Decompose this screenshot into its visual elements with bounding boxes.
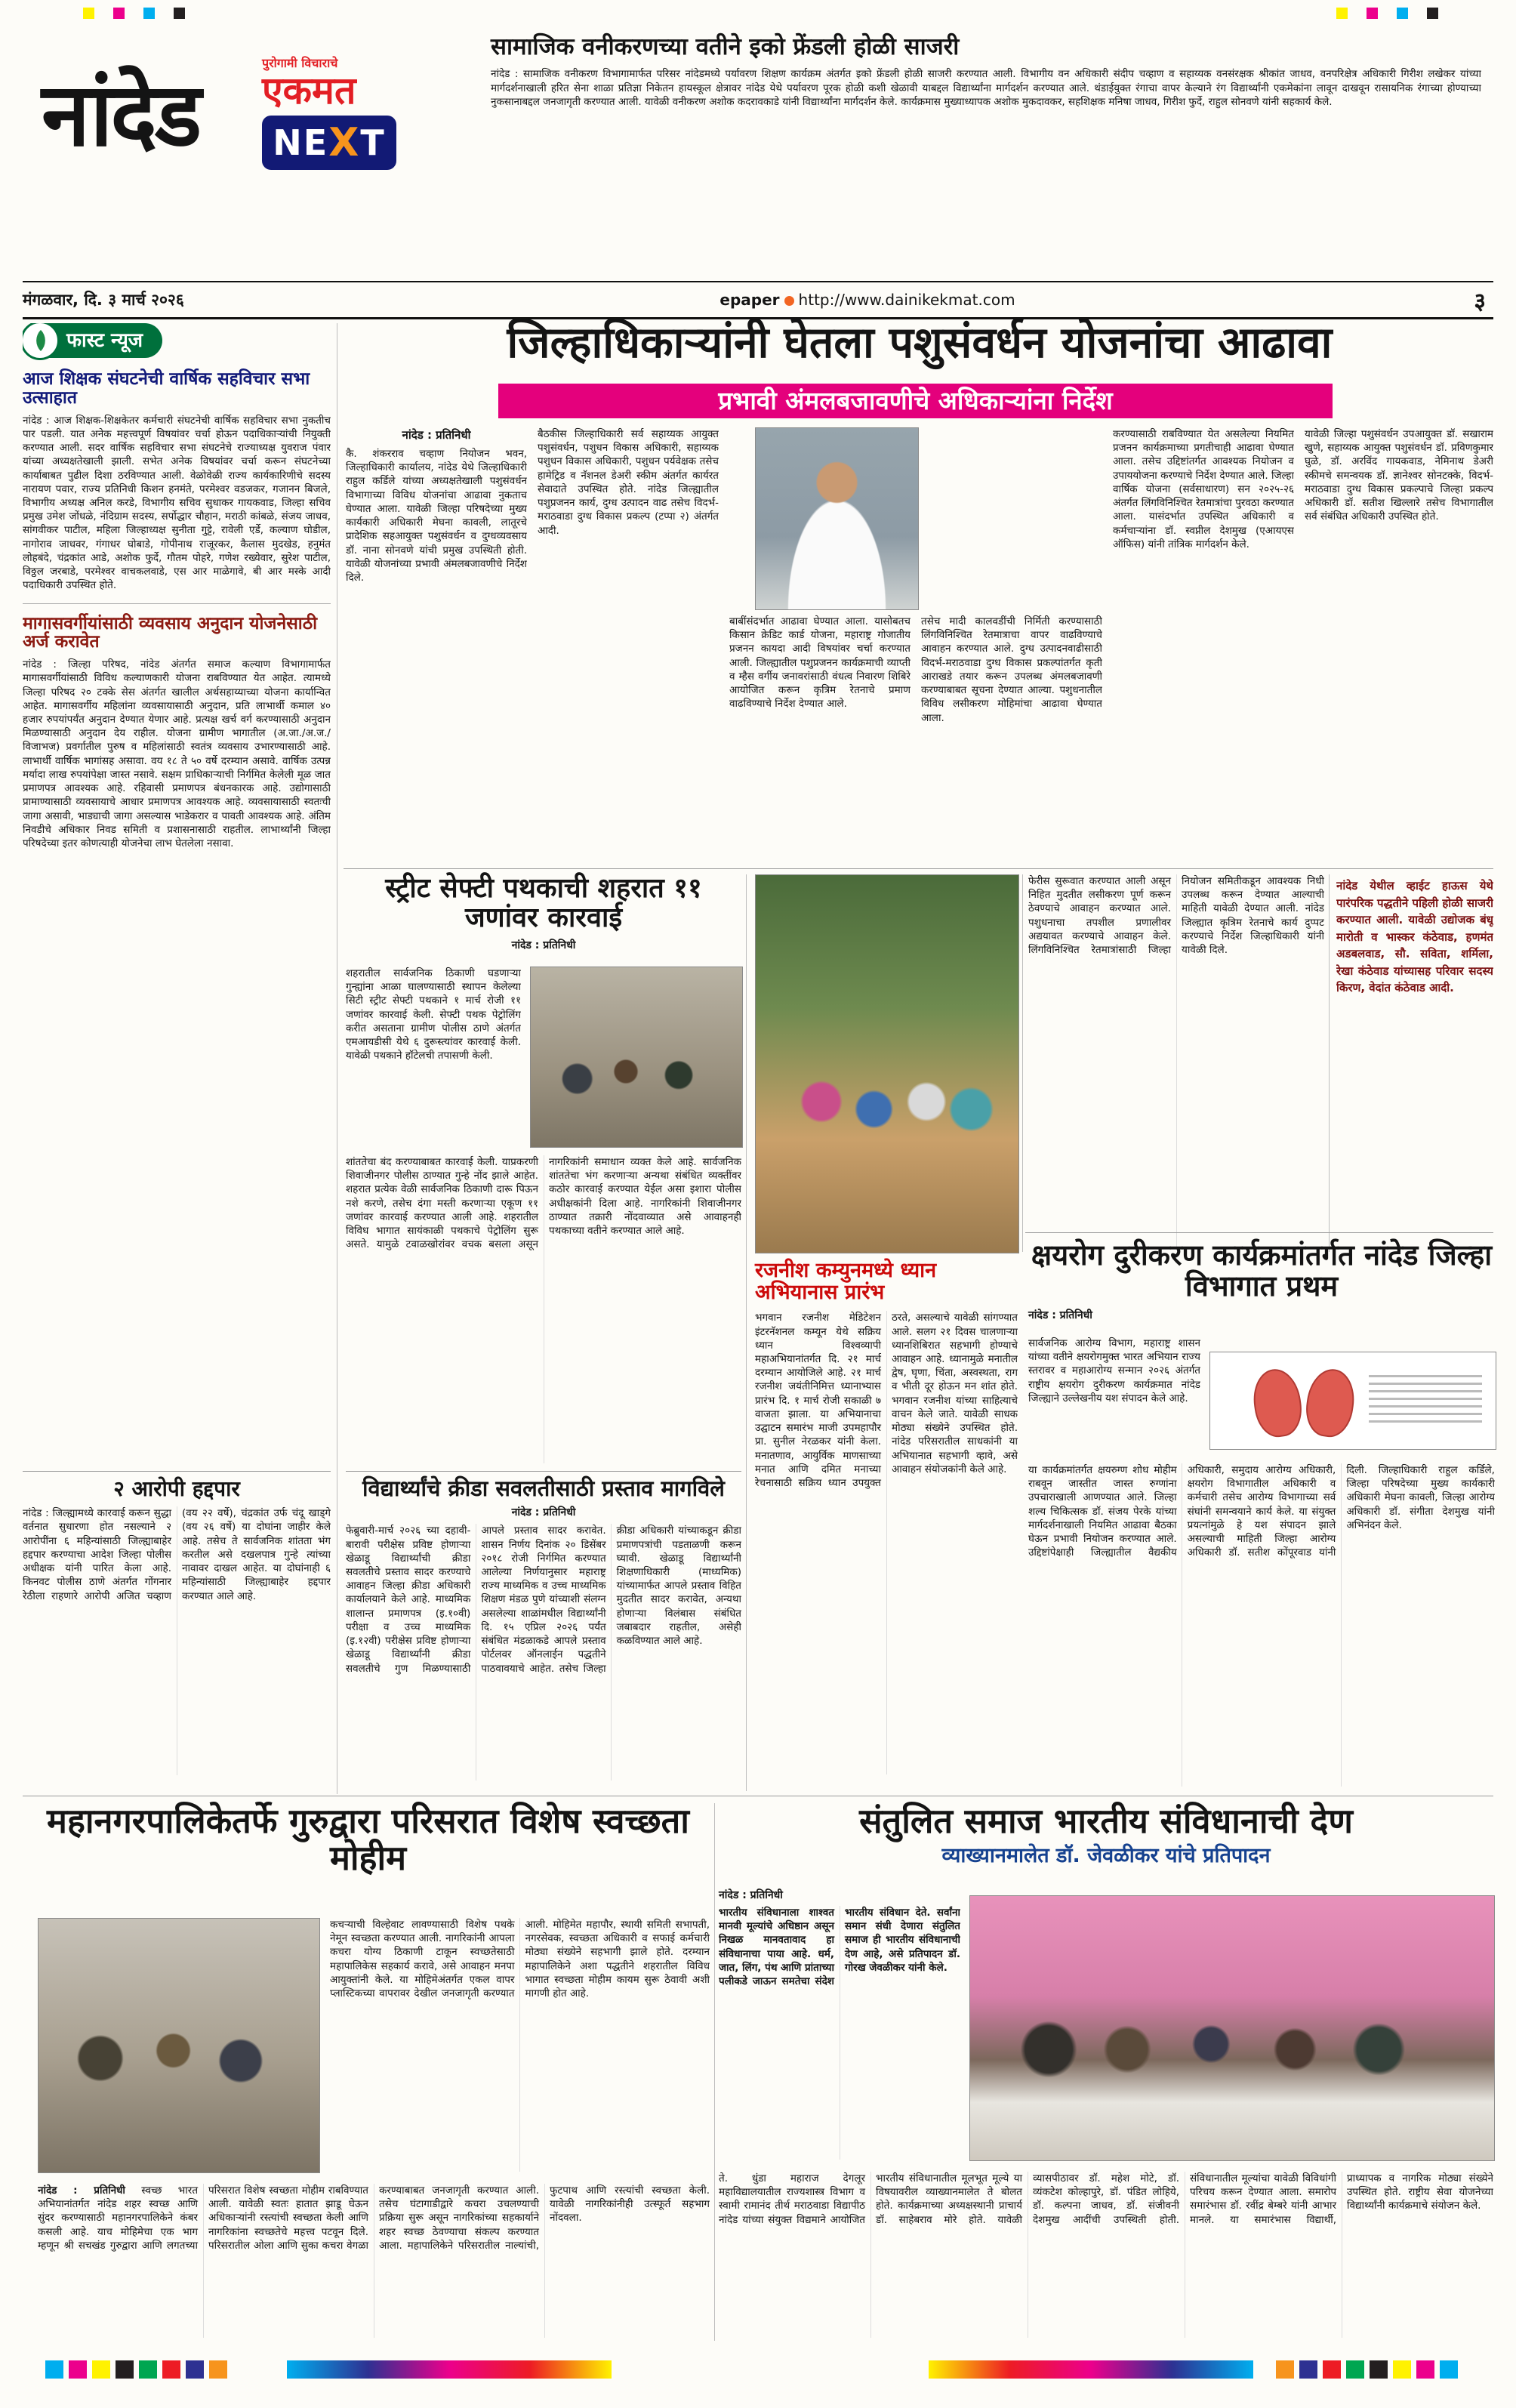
constitution-body: ते. धुंडा महाराज देगलूर महाविद्यालयातील राज्यशास्त्र विभाग व स्वामी रामानंद तीर्थ मराठवाडा विद्यापीठ नांदेड यांच्या संयुक्त विद्यमाने आयोजित भारतीय संविधानातील मूलभूत मूल्ये या विषयावरील व्याख्यानमालेत ते बोलत होते. कार्यक्रमाच्या अध्यक्षस्थानी प्राचार्य डॉ. साहेबराव मोरे होते. यावेळी व्यासपीठावर डॉ. महेश मोटे, डॉ. व्यंकटेश कोल्हापुरे, डॉ. पंडित लोहिये, डॉ. कल्पना जाधव, डॉ. संजीवनी देशमुख आदींची उपस्थिती होती. संविधानातील मूल्यांचा यावेळी विविधांगी परिचय करून देण्यात आला. समारोप समारंभास डॉ. रवींद्र बेम्बरे यांनी आभार मानले. या समारंभास विद्यार्थी, प्राध्यापक व नागरिक मोठ्या संख्येने उपस्थित होते. राष्ट्रीय सेवा योजनेच्या विद्यार्थ्यांनी कार्यक्रमाचे संयोजन केले.	[719, 2172, 1493, 2226]
lead-col5: करण्यासाठी राबविण्यात येत असलेल्या नियमित प्रजनन कार्यक्रमाच्या प्रगतीचाही आढावा घेण्यात आला. तसेच उद्दिष्टांतर्गत आवश्यक नियोजन व उपाययोजना करण्याचे निर्देश देण्यात आले. जिल्हा वार्षिक योजना (सर्वसाधारण) सन २०२५-२६ अंतर्गत लिंगविनिश्चित रेतमात्रांचा पुरवठा करण्यात आला. यासंदर्भात उपस्थित अधिकारी व कर्मचाऱ्यांना डॉ. स्वप्नील देशमुख (एआयएस ऑफिस) यांनी तांत्रिक मार्गदर्शन केले.	[1113, 428, 1294, 550]
tb-headline: क्षयरोग दुरीकरण कार्यक्रमांतर्गत नांदेड जिल्हा विभागात प्रथम	[1031, 1238, 1493, 1303]
registration-mark	[143, 8, 155, 19]
leaf-shape	[30, 330, 51, 351]
top-article-headline: सामाजिक वनीकरणच्या वतीने इको फ्रेंडली होळी साजरी	[491, 33, 960, 60]
epaper-icon	[784, 296, 794, 306]
constitution-dateline: नांदेड : प्रतिनिधी	[719, 1889, 783, 1901]
lead-kicker-banner: प्रभावी अंमलबजावणीचे अधिकाऱ्यांना निर्देश	[498, 384, 1333, 418]
municipal-headline: महानगरपालिकेतर्फे गुरुद्वारा परिसरात विशेष स्वच्छता मोहीम	[47, 1801, 689, 1878]
next-letter-x: X	[328, 119, 361, 165]
color-patch	[1416, 2360, 1434, 2379]
sports-headline: विद्यार्थ्यांचे क्रीडा सवलतीसाठी प्रस्ताव मागविले	[362, 1475, 725, 1501]
masthead-brand-block	[262, 54, 398, 170]
municipal-body-block	[38, 2184, 710, 2338]
lead-more: फेरीस सुरूवात करण्यात आली असून निहित मुदतीत लसीकरण पूर्ण करून ठेवण्याचे आवाहन करण्यात आले. पशुधनाचा तपशील प्रणालीवर अद्ययावत करण्याचे आवाहन केले. लिंगविनिश्चित रेतमात्रांसाठी जिल्हा नियोजन समितीकडून आवश्यक निधी उपलब्ध करून देण्यात आल्याची माहिती यावेळी देण्यात आली. नांदेड जिल्ह्यात कृत्रिम रेतनाचे कार्य दुप्पट करण्याचे निर्देश जिल्हाधिकारी यांनी यावेळी दिले.	[1028, 875, 1324, 957]
top-article-body: नांदेड : सामाजिक वनीकरण विभागामार्फत परिसर नांदेडमध्ये पर्यावरण शिक्षण कार्यक्रम अंतर्गत इको फ्रेंडली होळी साजरी करण्यात आली. विभागीय वन अधिकारी संदीप चव्हाण व सहाय्यक वनसंरक्षक श्रीकांत जाधव, वनपरिक्षेत्र अधिकारी गिरीश लखेकर यांच्या मार्गदर्शनाखाली हरित सेना शाळा प्रतिज्ञा निकेतन हायस्कूल क्षेत्रावर नांदेड येथे पर्यावरण पूरक होळी कशी खेळावी याबद्दल विद्यार्थ्यांना मार्गदर्शन करण्यात आले. थंडाईयुक्त रंगाचा वापर केल्याने रंग विद्यार्थ्यांनी एकमेकांना लावून दाखवून रासायनिक रंगाच्या होण्याच्या नुकसानाबद्दल जनजागृती करण्यात आली. यावेळी वनीकरण अशोक कदरावकाडे यांनी विद्यार्थ्यांना मार्गदर्शन केले. कार्यक्रमास मुख्याध्यापक अशोक मुकदावकर, सहशिक्षक मनिषा जाधव, गिरीश फुर्दे, राहुल सोनवणे यांनी सहकार्य केले.	[491, 68, 1481, 108]
color-gradient-bar	[929, 2360, 1253, 2379]
color-patch	[1370, 2360, 1388, 2379]
photo-district-collector	[755, 427, 919, 610]
registration-mark	[83, 8, 94, 19]
lead-col4: तसेच मादी कालवडींची निर्मिती करण्यासाठी लिंगविनिश्चित रेतमात्राचा वापर वाढविण्याचे आवाहन करण्यात आले. दुग्ध उत्पादनवाढीसाठी विदर्भ-मराठवाडा दुग्ध विकास प्रकल्पांतर्गत कृती आराखडे तयार करून उपलब्ध अंमलबजावणी करण्याबाबत सूचना देण्यात आल्या. पशुधनातील विविध लसीकरण मोहिमांचा आढावा घेण्यात आला.	[921, 615, 1102, 724]
fastnews-article1-headline: आज शिक्षक संघटनेची वार्षिक सहविचार सभा उत्साहात	[23, 369, 310, 408]
registration-mark	[113, 8, 125, 19]
fast-news-header	[23, 323, 162, 358]
registration-mark	[1427, 8, 1438, 19]
registration-mark	[174, 8, 185, 19]
divider	[344, 868, 1493, 869]
haddpar-headline: २ आरोपी हद्दपार	[113, 1476, 240, 1501]
divider	[346, 1471, 741, 1472]
municipal-article	[26, 1803, 710, 2344]
lead-dateline: नांदेड : प्रतिनिधी	[402, 428, 471, 442]
municipal-body: स्वच्छ भारत अभियानांतर्गत नांदेड शहर स्वच्छ आणि सुंदर करण्यासाठी महानगरपालिकेने कंबर कसली आहे. याच मोहिमेचा एक भाग म्हणून श्री सचखंड गुरुद्वारा आणि लगतच्या परिसरात विशेष स्वच्छता मोहीम राबविण्यात आली. यावेळी स्वतः हातात झाडू घेऊन अधिकाऱ्यांनी रस्त्यांची स्वच्छता केली आणि नागरिकांना स्वच्छतेचे महत्त्व पटवून दिले. परिसरातील ओला आणि सुका कचरा वेगळा करण्याबाबत जनजागृती करण्यात आली. तसेच घंटागाडीद्वारे कचरा उचलण्याची प्रक्रिया सुरू असून नागरिकांच्या सहकार्याने शहर स्वच्छ ठेवण्याचा संकल्प करण्यात आला. महापालिकेने परिसरातील नाल्यांची, फुटपाथ आणि रस्त्यांची स्वच्छता केली. यावेळी नागरिकांनीही उत्स्फूर्त सहभाग नोंदवला.	[38, 2184, 710, 2252]
page-number: ३	[1474, 288, 1486, 315]
lead-headline: जिल्हाधिकाऱ्यांनी घेतला पशुसंवर्धन योजनांचा आढावा	[507, 318, 1333, 368]
masthead	[42, 54, 386, 198]
tb-article	[1028, 1240, 1495, 1790]
haddpar-article	[23, 1471, 331, 1798]
epaper-line	[340, 291, 1395, 309]
sports-article	[346, 1477, 741, 1790]
top-article	[491, 35, 1481, 276]
registration-mark	[1397, 8, 1408, 19]
tb-col1: सार्वजनिक आरोग्य विभाग, महाराष्ट्र शासन यांच्या वतीने क्षयरोगमुक्त भारत अभियान राज्य स्तरावर व महाआरोग्य सन्मान २०२६ अंतर्गत राष्ट्रीय क्षयरोग दुरीकरण कार्यक्रमात नांदेड जिल्ह्याने उल्लेखनीय यश संपादन केले आहे.	[1028, 1337, 1200, 1404]
color-patch	[162, 2360, 180, 2379]
color-gradient-bar	[287, 2360, 612, 2379]
divider	[23, 603, 331, 604]
next-letter-e: E	[303, 122, 329, 163]
masthead-title: नांदेड	[42, 64, 200, 166]
color-patch	[139, 2360, 157, 2379]
street-body: शांततेचा बंद करण्याबाबत कारवाई केली. याप्रकरणी शिवाजीनगर पोलीस ठाण्यात गुन्हे नोंद झाले आहेत. शहरात प्रत्येक वेळी सार्वजनिक ठिकाणी दारू पिऊन नशे करणे, तसेच दंगा मस्ती करणाऱ्या एकूण ११ जणांवर कारवाई करण्यात आली आहे. शहरातील विविध भागात सायंकाळी पथकाचे पेट्रोलिंग सुरू असते. यामुळे टवाळखोरांवर वचक बसला असून नागरिकांनी समाधान व्यक्त केले आहे. सार्वजनिक शांततेचा भंग करणाऱ्या अन्यथा संबंधित व्यक्तींवर कठोर कारवाई करण्यात येईल असा इशारा पोलीस अधीक्षकांनी दिला आहे. नागरिकांनी शिवाजीनगर ठाण्यात तक्रारी नोंदवाव्यात असे आवाहनही पथकाच्या वतीने करण्यात आले आहे.	[346, 1156, 741, 1251]
holi-photo-caption: नांदेड येथील व्हाईट हाऊस येथे पारंपरिक पद्धतीने पहिली होळी साजरी करण्यात आली. यावेळी उद्योजक बंधू मारोती व भास्कर कंठेवाड, हणमंत अडबलवाड, सौ. सविता, शर्मिला, रेखा कंठेवाड यांच्यासह परिवार सदस्य किरण, वेदांत कंठेवाड आदी.	[1336, 879, 1493, 994]
epaper-url[interactable]: http://www.dainikekmat.com	[798, 291, 1015, 309]
fast-news-sidebar	[23, 323, 331, 1465]
color-patch	[1276, 2360, 1294, 2379]
registration-mark	[1367, 8, 1378, 19]
divider	[1329, 874, 1330, 1252]
divider	[1025, 1232, 1493, 1233]
photo-tb-lungs-diagram	[1209, 1352, 1496, 1450]
lead-col2: बैठकीस जिल्हाधिकारी सर्व सहाय्यक आयुक्त पशुसंवर्धन, पशुधन विकास अधिकारी, सहाय्यक पशुधन विकास अधिकारी, पशुधन पर्यवेक्षक तसेच हामेट्रिड व नॅशनल डेअरी स्कीम अंतर्गत कार्यरत सेवादाते उपस्थित होते. नांदेड जिल्ह्यातील पशुप्रजनन कार्य, दुग्ध उत्पादन वाढ तसेच विदर्भ-मराठवाडा दुग्ध विकास प्रकल्प (टप्पा २) अंतर्गत आदी.	[538, 428, 719, 537]
fastnews-article2-headline: मागासवर्गीयांसाठी व्यवसाय अनुदान योजनेसाठी अर्ज करावेत	[23, 613, 318, 652]
epaper-label: epaper	[719, 291, 780, 309]
rajneesh-article	[755, 1259, 1018, 1790]
rajneesh-body: भगवान रजनीश मेडिटेशन इंटरनॅशनल कम्यून येथे सक्रिय ध्यान विश्वव्यापी महाअभियानांतर्गत दि. २१ मार्च दरम्यान आयोजिले आहे. २१ मार्च रजनीश जयंतीनिमित्त ध्यानाभ्यास प्रारंभ दि. १ मार्च रोजी सकाळी ७ वाजता झाला. या अभियानाचा उद्घाटन समारंभ माजी उपमहापौर प्रा. सुनील नेरळकर यांनी केला. मनातणाव, आयुर्विक माणसाच्या मनात आणि दमित मनाच्या रेचनासाठी सक्रिय ध्यान उपयुक्त ठरते, असल्याचे यावेळी सांगण्यात आले. सलग २१ दिवस चालणाऱ्या ध्यानशिबिरात सहभागी होण्याचे आवाहन आहे. ध्यानामुळे मनातील द्वेष, घृणा, चिंता, अस्वस्थता, राग व भीती दूर होऊन मन शांत होते. भगवान रजनीश यांच्या साहित्याचे वाचन केले जाते. यावेळी साधक मोठ्या संख्येने उपस्थित होते. नांदेड परिसरातील साधकांनी या अभियानात सहभागी व्हावे, असे आवाहन संयोजकांनी केले आहे.	[755, 1312, 1018, 1489]
color-bar-left	[45, 2360, 233, 2379]
street-dateline: नांदेड : प्रतिनिधी	[511, 939, 576, 951]
sports-dateline: नांदेड : प्रतिनिधी	[511, 1506, 576, 1519]
color-patch	[186, 2360, 204, 2379]
fastnews-article2-body: नांदेड : जिल्हा परिषद, नांदेड अंतर्गत समाज कल्याण विभागामार्फत मागासवर्गीयांसाठी विविध कल्याणकारी योजना राबविण्यात येत आहेत. त्यामध्ये जिल्हा परिषद २० टक्के सेस अंतर्गत खालील अर्थसहाय्याच्या योजना कार्यान्वित आहेत. मागासवर्गीय महिलांना व्यवसायासाठी अनुदान, प्रति लाभार्थी कमाल ४० हजार रुपयांपर्यंत अनुदान देण्यात येणार आहे. प्रत्यक्ष खर्च वर्ग करण्यासाठी अनुदान मिळण्यासाठी अनुदान देय राहील. योजना ग्रामीण भागातील (अ.जा./अ.ज./विजाभज) प्रवर्गातील पुरुष व महिलांसाठी स्वतंत्र व्यवसाय उभारण्यासाठी आहे. लाभार्थी वार्षिक भागांसह असावा. वय १८ ते ५० वर्षे दरम्यान असावे. वार्षिक उत्पन्न मर्यादा लाख रुपयांपेक्षा जास्त नसावे. सक्षम प्राधिकाऱ्याची निर्गमित केलेली मूळ जात प्रमाणपत्र आवश्यक आहे. रहिवासी प्रमाणपत्र बंधनकारक आहे. उद्योगासाठी प्रामाण्यासाठी व्यवसायाचे आधार प्रमाणपत्र आवश्यक आहे. व्यवसायासाठी स्वतःची जागा असावी, भाड्याची जागा असल्यास भाडेकरार व पावती आवश्यक आहे. अंतिम निवडीचे अधिकार निवड समिती व प्रशासनासाठी राहतील. लाभार्थ्यांनी जिल्हा परिषदेच्या इतर कोणत्याही योजनेचा लाभ घेतलेला नसावा.	[23, 658, 331, 849]
photo-holi-celebration	[755, 874, 1019, 1253]
tb-body: या कार्यक्रमांतर्गत क्षयरुग्ण शोध मोहीम राबवून जास्तीत जास्त रुग्णांना उपचाराखाली आणण्यात आले. जिल्हा शल्य चिकित्सक डॉ. संजय पेरके यांच्या मार्गदर्शनाखाली नियमित आढावा बैठका घेऊन प्रभावी नियोजन करण्यात आले. उद्दिष्टांपेक्षाही जिल्ह्यातील वैद्यकीय अधिकारी, समुदाय आरोग्य अधिकारी, क्षयरोग विभागातील अधिकारी व कर्मचारी तसेच आरोग्य विभागाच्या सर्व संघांनी समन्वयाने कार्य केले. या संयुक्त प्रयत्नांमुळे हे यश संपादन झाले असल्याची माहिती जिल्हा आरोग्य अधिकारी डॉ. सतीश कोंपूरवाड यांनी दिली. जिल्हाधिकारी राहुल कर्डिले, जिल्हा परिषदेच्या मुख्य कार्यकारी अधिकारी मेघना कावली, जिल्हा आरोग्य अधिकारी डॉ. संगीता देशमुख यांनी अभिनंदन केले.	[1028, 1464, 1495, 1559]
photo-cleanliness-drive	[38, 1918, 320, 2173]
color-patch	[1346, 2360, 1364, 2379]
divider	[714, 1803, 715, 2341]
lead-col6: यावेळी जिल्हा पशुसंवर्धन उपआयुक्त डॉ. सखाराम खुणे, सहाय्यक आयुक्त पशुसंवर्धन डॉ. प्रविणकुमार घुळे, डॉ. अरविंद गायकवाड, नेमिनाथ डेअरी स्कीमचे समन्वयक डॉ. ज्ञानेश्वर सोनटक्के, विदर्भ-मराठवाडा दुग्ध विकास प्रकल्पाचे जिल्हा प्रकल्प अधिकारी डॉ. सतीश खिल्लारे तसेच विभागातील सर्व संबंधित अधिकारी उपस्थित होते.	[1305, 428, 1493, 523]
street-safety-article	[346, 874, 741, 1466]
constitution-headline: संतुलित समाज भारतीय संविधानाची देण	[859, 1801, 1353, 1841]
photo-lecture-stage	[969, 1895, 1495, 2161]
lung-right-shape	[1302, 1366, 1358, 1440]
color-patch	[69, 2360, 87, 2379]
next-letter-t: T	[360, 122, 386, 163]
color-patch	[1323, 2360, 1341, 2379]
color-patch	[45, 2360, 63, 2379]
tb-dateline: नांदेड : प्रतिनिधी	[1028, 1309, 1092, 1322]
constitution-lead: भारतीय संविधानाला शाश्वत मानवी मूल्यांचे अधिष्ठान असून निखळ मानवतावाद हा संविधानाचा पाया आहे. धर्म, जात, लिंग, पंथ आणि प्रांताच्या पलीकडे जाऊन समतेचा संदेश भारतीय संविधान देते. सर्वांना समान संधी देणारा संतुलित समाज ही भारतीय संविधानाची देण आहे, असे प्रतिपादन डॉ. गोरख जेवळीकर यांनी केले.	[719, 1907, 960, 1988]
date-text: मंगळवार, दि. ३ मार्च २०२६	[23, 291, 184, 309]
masthead-tagline: पुरोगामी विचाराचे	[262, 56, 338, 70]
color-bar-right	[1276, 2360, 1463, 2379]
municipal-dateline: नांदेड : प्रतिनिधी	[38, 2184, 125, 2197]
leaf-icon	[23, 323, 60, 360]
registration-mark	[1336, 8, 1348, 19]
fastnews-article1-body: नांदेड : आज शिक्षक-शिक्षकेतर कर्मचारी संघटनेची वार्षिक सहविचार सभा नुकतीच पार पडली. यात अनेक महत्त्वपूर्ण विषयांवर चर्चा होऊन पदाधिकाऱ्यांची नियुक्ती करण्यात आली. सदर वार्षिक सहविचार सभा संघटनेचे राज्याध्यक्ष युवराज पंवार यांच्या अध्यक्षतेखाली झाली. सभेत अनेक विषयांवर चर्चा करून संघटनेच्या कार्याबाबत पुढील दिशा ठरविण्यात आली. वेळोवेळी राज्य कार्यकारिणीचे सदस्य नारायण पवार, राज्य प्रतिनिधी किशन हनमंते, परमेश्वर वडजकर, गजानन बिजले, विभागीय अध्यक्ष अनिल करडे, विभागीय सचिव सुधाकर गायकवाड, जिल्हा सचिव प्रमुख उमेश जोंधळे, नंदिग्राम सदस्य, सर्पोद्धार चौहान, मराठी कांबळे, संजय जाधव, सांगवीकर पाटील, महिला जिल्हाध्यक्ष सुनीता गुट्टे, रावेली एर्डे, कल्याण घोडील, नागोराव जाधवर, गंगाधर घोबाडे, गोपीनाथ राजूरकर, कैलास मुदखेड, हनुमंत लोहबंदे, चंद्रकांत आडे, अशोक फुर्दे, गौतम पोहरे, गणेश रख्येवार, सुरेश पाटील, विठ्ठल जरबाडे, परमेश्वर वाचकलवाडे, एस आर माळेगावे, बी आर मस्के आदी पदाधिकारी उपस्थित होते.	[23, 414, 331, 592]
color-patch	[1299, 2360, 1317, 2379]
masthead-brand: एकमत	[262, 69, 356, 113]
constitution-article	[719, 1803, 1493, 2344]
lead-col1: कै. शंकरराव चव्हाण नियोजन भवन, जिल्हाधिकारी कार्यालय, नांदेड येथे जिल्हाधिकारी राहुल कर्डिले यांच्या अध्यक्षतेखाली पशुसंवर्धन विभागाच्या विविध योजनांचा आढावा नुकताच घेण्यात आला. यावेळी जिल्हा परिषदेच्या मुख्य कार्यकारी अधिकारी मेघना कावली, लातूरचे प्रादेशिक सहआयुक्त पशुसंवर्धन व दुग्धव्यवसाय डॉ. नाना सोनवणे यांची प्रमुख उपस्थिती होती. यावेळी योजनांच्या प्रभावी अंमलबजावणीचे निर्देश दिले.	[346, 448, 527, 584]
photo-street-safety-squad	[530, 967, 743, 1148]
haddpar-body: नांदेड : जिल्ह्यामध्ये कारवाई करून सुद्धा वर्तनात सुधारणा होत नसल्याने २ आरोपींना ६ महिन्यांसाठी जिल्ह्याबाहेर हद्दपार करण्याचा आदेश जिल्हा पोलीस अधीक्षक यांनी पारित केला आहे. किनवट पोलीस ठाणे अंतर्गत गोंगनार रेठीला राहणारे आरोपी अजित चव्हाण (वय २२ वर्षे), चंद्रकांत उर्फ चंदू खाड्गे (वय २६ वर्षे) या दोघांना जाहीर केले आहे. तसेच ते सार्वजनिक शांतता भंग करतील असे दखलपात्र गुन्हे त्यांच्या नावावर दाखल आहेत. या दोघांनाही ६ महिन्यांसाठी जिल्ह्याबाहेर हद्दपार करण्यात आले आहे.	[23, 1507, 331, 1602]
constitution-subhead: व्याख्यानमालेत डॉ. जेवळीकर यांचे प्रतिपादन	[941, 1843, 1271, 1867]
date-bar	[23, 281, 1493, 319]
lead-col3: बाबींसंदर्भात आढावा घेण्यात आला. यासोबतच किसान क्रेडिट कार्ड योजना, महाराष्ट्र गोजातीय प्रजनन कायदा आदी विषयांवर चर्चा करण्यात आली. जिल्ह्यातील पशुप्रजनन कार्यक्रमाची व्याप्ती व म्हैस वर्गीय जनावरांसाठी वंधत्व निवारण शिबिरे आयोजित करून कृत्रिम रेतनाचे प्रमाण वाढविण्याचे निर्देश देण्यात आले.	[729, 615, 911, 711]
color-patch	[1440, 2360, 1458, 2379]
color-patch	[1393, 2360, 1411, 2379]
next-letter-n: N	[273, 122, 304, 163]
street-headline: स्ट्रीट सेफ्टी पथकाची शहरात ११ जणांवर कारवाई	[385, 873, 702, 933]
color-patch	[209, 2360, 227, 2379]
street-col1: शहरातील सार्वजनिक ठिकाणी घडणाऱ्या गुन्ह्यांना आळा घालण्यासाठी स्थापन केलेल्या सिटी स्ट्रीट सेफ्टी पथकाने १ मार्च रोजी ११ जणांवर कारवाई केली. सेफ्टी पथक पेट्रोलिंग करीत असताना ग्रामीण पोलीस ठाणे अंतर्गत एमआयडीसी येथे ६ दुरूस्त्यांवर कारवाई केली. यावेळी पथकाने हॉटेलची तपासणी केली.	[346, 967, 521, 1062]
color-patch	[92, 2360, 110, 2379]
sports-body: फेब्रुवारी-मार्च २०२६ च्या दहावी-बारावी परीक्षेस प्रविष्ट होणाऱ्या खेळाडू विद्यार्थ्यांची क्रीडा सवलतीचे प्रस्ताव सादर करण्याचे आवाहन जिल्हा क्रीडा अधिकारी कार्यालयाने केले आहे. माध्यमिक शालान्त प्रमाणपत्र (इ.१०वी) परीक्षा व उच्च माध्यमिक (इ.१२वी) परीक्षेस प्रविष्ट होणाऱ्या खेळाडू विद्यार्थ्यांनी क्रीडा सवलतीचे गुण मिळण्यासाठी आपले प्रस्ताव सादर करावेत. शासन निर्णय दिनांक २० डिसेंबर २०१८ रोजी निर्गमित करण्यात आलेल्या निर्णयानुसार महाराष्ट्र राज्य माध्यमिक व उच्च माध्यमिक शिक्षण मंडळ पुणे यांच्याशी संलग्न असलेल्या शाळांमधील विद्यार्थ्यांनी दि. १५ एप्रिल २०२६ पर्यंत संबंधित मंडळाकडे आपले प्रस्ताव पोर्टलवर ऑनलाईन पद्धतीने पाठवावयाचे आहेत. तसेच जिल्हा क्रीडा अधिकारी यांच्याकडून क्रीडा प्रमाणपत्रांची पडताळणी करून घ्यावी. खेळाडू विद्यार्थ्यांनी शिक्षणाधिकारी (माध्यमिक) यांच्यामार्फत आपले प्रस्ताव विहित मुदतीत सादर करावेत, अन्यथा होणाऱ्या विलंबास संबंधित जबाबदार राहतील, असेही कळविण्यात आले आहे.	[346, 1525, 741, 1675]
lung-left-shape	[1249, 1366, 1305, 1440]
divider	[1022, 874, 1023, 1252]
diagram-text-lines	[1369, 1375, 1482, 1428]
color-patch	[116, 2360, 134, 2379]
fast-news-title: फास्ट न्यूज	[66, 329, 143, 352]
next-logo	[262, 116, 396, 170]
divider	[746, 874, 747, 1791]
rajneesh-headline: रजनीश कम्युनमध्ये ध्यान अभियानास प्रारंभ	[755, 1259, 937, 1305]
municipal-side-text: कचऱ्याची विल्हेवाट लावण्यासाठी विशेष पथके नेमून स्वच्छता करण्यात आली. नागरिकांनी आपला कचरा योग्य ठिकाणी टाकून स्वच्छतेसाठी महापालिकेस सहकार्य करावे, असे आवाहन मनपा आयुक्तांनी केले. या मोहिमेअंतर्गत एकल वापर प्लास्टिकच्या वापरावर देखील जनजागृती करण्यात आली. मोहिमेत महापौर, स्थायी समिती सभापती, नगरसेवक, स्वच्छता अधिकारी व सफाई कर्मचारी मोठ्या संख्येने सहभागी झाले होते. दरम्यान महापालिकेने अशा पद्धतीने शहरातील विविध भागात स्वच्छता मोहीम कायम सुरू ठेवावी अशी मागणी होत आहे.	[330, 1919, 710, 2000]
